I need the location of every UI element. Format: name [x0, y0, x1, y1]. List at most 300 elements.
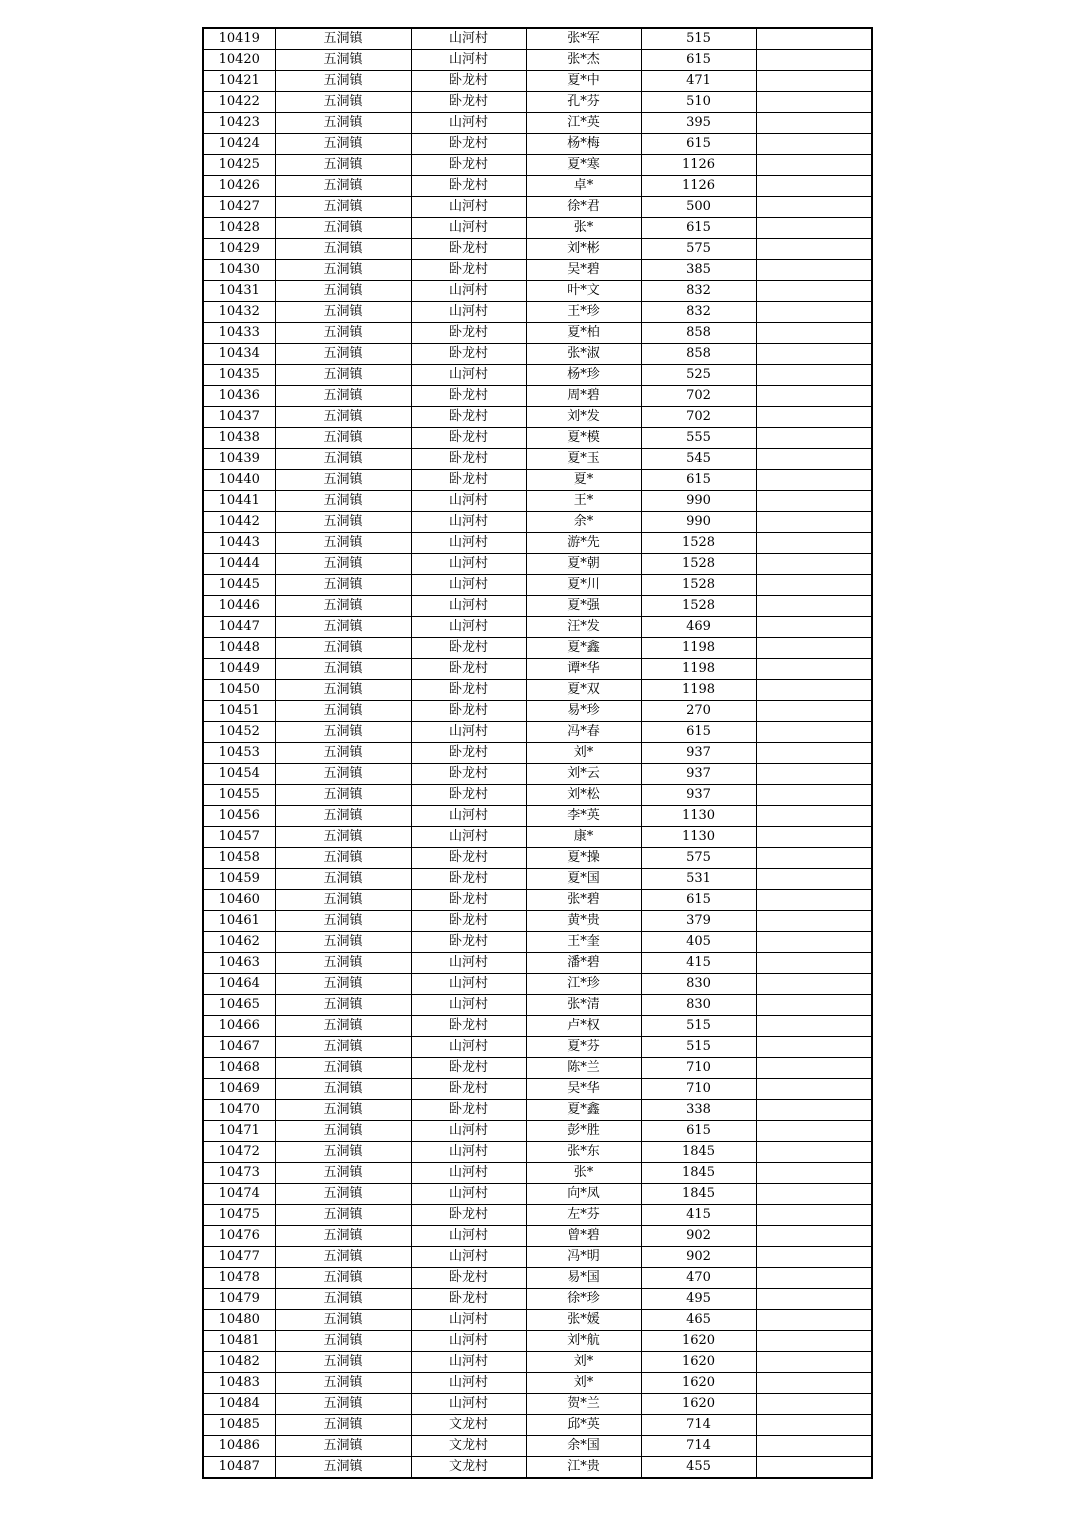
cell-note — [756, 890, 872, 911]
cell-note — [756, 680, 872, 701]
cell-id: 10475 — [203, 1205, 275, 1226]
cell-note — [756, 1016, 872, 1037]
table-row — [203, 407, 872, 428]
cell-village: 山河村 — [411, 575, 526, 596]
table-row — [203, 1079, 872, 1100]
cell-town: 五洞镇 — [275, 1163, 411, 1184]
cell-amount: 1620 — [641, 1331, 756, 1352]
cell-name: 易*珍 — [526, 701, 641, 722]
cell-village: 山河村 — [411, 113, 526, 134]
cell-village: 卧龙村 — [411, 1100, 526, 1121]
cell-town: 五洞镇 — [275, 1142, 411, 1163]
cell-village: 山河村 — [411, 1142, 526, 1163]
cell-town: 五洞镇 — [275, 281, 411, 302]
cell-village: 山河村 — [411, 722, 526, 743]
cell-village: 卧龙村 — [411, 743, 526, 764]
cell-town: 五洞镇 — [275, 1289, 411, 1310]
cell-amount: 937 — [641, 785, 756, 806]
cell-village: 山河村 — [411, 197, 526, 218]
cell-village: 山河村 — [411, 1331, 526, 1352]
cell-name: 徐*君 — [526, 197, 641, 218]
cell-amount: 1620 — [641, 1352, 756, 1373]
cell-note — [756, 806, 872, 827]
cell-note — [756, 491, 872, 512]
cell-amount: 702 — [641, 386, 756, 407]
cell-town: 五洞镇 — [275, 1415, 411, 1436]
cell-town: 五洞镇 — [275, 1058, 411, 1079]
cell-note — [756, 1142, 872, 1163]
cell-town: 五洞镇 — [275, 575, 411, 596]
table-row — [203, 1331, 872, 1352]
cell-town: 五洞镇 — [275, 1247, 411, 1268]
cell-id: 10429 — [203, 239, 275, 260]
cell-id: 10468 — [203, 1058, 275, 1079]
cell-name: 张* — [526, 1163, 641, 1184]
table-row — [203, 1247, 872, 1268]
cell-amount: 545 — [641, 449, 756, 470]
cell-amount: 710 — [641, 1079, 756, 1100]
cell-town: 五洞镇 — [275, 617, 411, 638]
cell-town: 五洞镇 — [275, 911, 411, 932]
table-row — [203, 344, 872, 365]
cell-amount: 1528 — [641, 596, 756, 617]
table-row — [203, 323, 872, 344]
cell-village: 卧龙村 — [411, 680, 526, 701]
cell-note — [756, 1331, 872, 1352]
cell-name: 张*清 — [526, 995, 641, 1016]
cell-amount: 555 — [641, 428, 756, 449]
cell-village: 山河村 — [411, 512, 526, 533]
cell-id: 10486 — [203, 1436, 275, 1457]
cell-village: 山河村 — [411, 995, 526, 1016]
cell-amount: 902 — [641, 1226, 756, 1247]
cell-village: 卧龙村 — [411, 155, 526, 176]
cell-id: 10423 — [203, 113, 275, 134]
cell-town: 五洞镇 — [275, 722, 411, 743]
cell-name: 夏*鑫 — [526, 1100, 641, 1121]
cell-town: 五洞镇 — [275, 92, 411, 113]
cell-note — [756, 1289, 872, 1310]
cell-village: 卧龙村 — [411, 659, 526, 680]
cell-town: 五洞镇 — [275, 701, 411, 722]
cell-amount: 510 — [641, 92, 756, 113]
cell-village: 山河村 — [411, 1352, 526, 1373]
cell-name: 陈*兰 — [526, 1058, 641, 1079]
cell-town: 五洞镇 — [275, 491, 411, 512]
cell-town: 五洞镇 — [275, 302, 411, 323]
cell-town: 五洞镇 — [275, 1352, 411, 1373]
cell-id: 10427 — [203, 197, 275, 218]
cell-id: 10419 — [203, 28, 275, 50]
cell-town: 五洞镇 — [275, 1037, 411, 1058]
cell-id: 10480 — [203, 1310, 275, 1331]
cell-village: 山河村 — [411, 1310, 526, 1331]
cell-amount: 1126 — [641, 176, 756, 197]
cell-amount: 415 — [641, 1205, 756, 1226]
cell-village: 山河村 — [411, 1226, 526, 1247]
cell-note — [756, 407, 872, 428]
cell-town: 五洞镇 — [275, 806, 411, 827]
cell-name: 卓* — [526, 176, 641, 197]
cell-village: 山河村 — [411, 1247, 526, 1268]
cell-id: 10473 — [203, 1163, 275, 1184]
cell-village: 卧龙村 — [411, 71, 526, 92]
cell-note — [756, 92, 872, 113]
table-row — [203, 50, 872, 71]
cell-town: 五洞镇 — [275, 638, 411, 659]
cell-name: 刘* — [526, 1373, 641, 1394]
cell-note — [756, 281, 872, 302]
cell-name: 夏*寒 — [526, 155, 641, 176]
cell-name: 邱*英 — [526, 1415, 641, 1436]
cell-name: 徐*珍 — [526, 1289, 641, 1310]
cell-name: 夏*川 — [526, 575, 641, 596]
cell-village: 卧龙村 — [411, 449, 526, 470]
cell-name: 张*杰 — [526, 50, 641, 71]
cell-amount: 615 — [641, 218, 756, 239]
cell-note — [756, 1226, 872, 1247]
cell-amount: 832 — [641, 302, 756, 323]
cell-id: 10435 — [203, 365, 275, 386]
table-row — [203, 1415, 872, 1436]
cell-town: 五洞镇 — [275, 134, 411, 155]
cell-village: 卧龙村 — [411, 344, 526, 365]
cell-village: 山河村 — [411, 491, 526, 512]
table-row — [203, 953, 872, 974]
cell-village: 山河村 — [411, 596, 526, 617]
table-row — [203, 260, 872, 281]
table-row — [203, 1163, 872, 1184]
cell-amount: 575 — [641, 239, 756, 260]
cell-amount: 1130 — [641, 827, 756, 848]
cell-amount: 615 — [641, 1121, 756, 1142]
table-row — [203, 176, 872, 197]
cell-name: 夏*柏 — [526, 323, 641, 344]
cell-town: 五洞镇 — [275, 659, 411, 680]
cell-note — [756, 1457, 872, 1479]
cell-name: 余* — [526, 512, 641, 533]
cell-amount: 1126 — [641, 155, 756, 176]
cell-note — [756, 953, 872, 974]
cell-village: 卧龙村 — [411, 1016, 526, 1037]
cell-village: 山河村 — [411, 554, 526, 575]
cell-amount: 455 — [641, 1457, 756, 1479]
cell-town: 五洞镇 — [275, 1436, 411, 1457]
cell-id: 10428 — [203, 218, 275, 239]
cell-amount: 515 — [641, 1037, 756, 1058]
cell-note — [756, 533, 872, 554]
cell-name: 夏*朝 — [526, 554, 641, 575]
cell-amount: 1198 — [641, 680, 756, 701]
cell-note — [756, 701, 872, 722]
cell-name: 谭*华 — [526, 659, 641, 680]
cell-note — [756, 869, 872, 890]
cell-id: 10426 — [203, 176, 275, 197]
table-row — [203, 365, 872, 386]
cell-village: 卧龙村 — [411, 1058, 526, 1079]
cell-id: 10471 — [203, 1121, 275, 1142]
cell-name: 江*珍 — [526, 974, 641, 995]
cell-id: 10449 — [203, 659, 275, 680]
cell-id: 10444 — [203, 554, 275, 575]
cell-note — [756, 302, 872, 323]
cell-village: 山河村 — [411, 827, 526, 848]
cell-amount: 471 — [641, 71, 756, 92]
cell-town: 五洞镇 — [275, 932, 411, 953]
cell-village: 卧龙村 — [411, 176, 526, 197]
table-row — [203, 680, 872, 701]
table-row — [203, 617, 872, 638]
cell-amount: 500 — [641, 197, 756, 218]
cell-town: 五洞镇 — [275, 113, 411, 134]
cell-note — [756, 575, 872, 596]
cell-name: 余*国 — [526, 1436, 641, 1457]
cell-note — [756, 743, 872, 764]
cell-note — [756, 911, 872, 932]
cell-amount: 858 — [641, 344, 756, 365]
cell-name: 冯*明 — [526, 1247, 641, 1268]
table-row — [203, 281, 872, 302]
cell-town: 五洞镇 — [275, 554, 411, 575]
cell-id: 10472 — [203, 1142, 275, 1163]
cell-village: 山河村 — [411, 974, 526, 995]
cell-town: 五洞镇 — [275, 449, 411, 470]
table-row — [203, 1037, 872, 1058]
table-row — [203, 1142, 872, 1163]
table-row — [203, 428, 872, 449]
cell-town: 五洞镇 — [275, 176, 411, 197]
cell-id: 10430 — [203, 260, 275, 281]
cell-note — [756, 239, 872, 260]
cell-town: 五洞镇 — [275, 953, 411, 974]
cell-amount: 1198 — [641, 638, 756, 659]
cell-amount: 858 — [641, 323, 756, 344]
cell-id: 10466 — [203, 1016, 275, 1037]
cell-name: 江*贵 — [526, 1457, 641, 1479]
cell-note — [756, 1121, 872, 1142]
cell-id: 10476 — [203, 1226, 275, 1247]
table-row — [203, 1121, 872, 1142]
cell-amount: 385 — [641, 260, 756, 281]
table-row — [203, 701, 872, 722]
cell-village: 卧龙村 — [411, 1268, 526, 1289]
cell-note — [756, 1268, 872, 1289]
cell-amount: 710 — [641, 1058, 756, 1079]
cell-village: 卧龙村 — [411, 407, 526, 428]
cell-id: 10465 — [203, 995, 275, 1016]
table-row — [203, 659, 872, 680]
cell-amount: 405 — [641, 932, 756, 953]
cell-village: 山河村 — [411, 533, 526, 554]
table-row — [203, 491, 872, 512]
cell-town: 五洞镇 — [275, 1205, 411, 1226]
cell-note — [756, 932, 872, 953]
cell-village: 卧龙村 — [411, 1289, 526, 1310]
cell-town: 五洞镇 — [275, 260, 411, 281]
cell-name: 向*凤 — [526, 1184, 641, 1205]
cell-village: 卧龙村 — [411, 92, 526, 113]
cell-village: 卧龙村 — [411, 869, 526, 890]
cell-id: 10485 — [203, 1415, 275, 1436]
cell-village: 卧龙村 — [411, 260, 526, 281]
cell-amount: 525 — [641, 365, 756, 386]
cell-town: 五洞镇 — [275, 1100, 411, 1121]
cell-town: 五洞镇 — [275, 365, 411, 386]
cell-name: 刘*彬 — [526, 239, 641, 260]
table-row — [203, 302, 872, 323]
cell-village: 山河村 — [411, 365, 526, 386]
cell-id: 10434 — [203, 344, 275, 365]
cell-note — [756, 428, 872, 449]
cell-amount: 495 — [641, 1289, 756, 1310]
cell-name: 夏*中 — [526, 71, 641, 92]
table-row — [203, 1226, 872, 1247]
table-row — [203, 512, 872, 533]
cell-id: 10483 — [203, 1373, 275, 1394]
cell-village: 山河村 — [411, 1373, 526, 1394]
cell-amount: 990 — [641, 491, 756, 512]
cell-id: 10437 — [203, 407, 275, 428]
cell-amount: 615 — [641, 134, 756, 155]
cell-town: 五洞镇 — [275, 239, 411, 260]
cell-village: 山河村 — [411, 28, 526, 50]
cell-name: 夏*模 — [526, 428, 641, 449]
cell-note — [756, 155, 872, 176]
cell-note — [756, 28, 872, 50]
cell-village: 卧龙村 — [411, 239, 526, 260]
cell-amount: 1845 — [641, 1142, 756, 1163]
cell-amount: 937 — [641, 743, 756, 764]
cell-note — [756, 638, 872, 659]
cell-town: 五洞镇 — [275, 1394, 411, 1415]
cell-village: 卧龙村 — [411, 428, 526, 449]
table-row — [203, 575, 872, 596]
cell-id: 10446 — [203, 596, 275, 617]
data-table — [202, 27, 873, 1479]
cell-village: 山河村 — [411, 281, 526, 302]
cell-name: 夏*双 — [526, 680, 641, 701]
cell-town: 五洞镇 — [275, 407, 411, 428]
cell-name: 黄*贵 — [526, 911, 641, 932]
cell-note — [756, 785, 872, 806]
cell-name: 夏*操 — [526, 848, 641, 869]
cell-note — [756, 113, 872, 134]
cell-name: 易*国 — [526, 1268, 641, 1289]
cell-id: 10440 — [203, 470, 275, 491]
cell-id: 10464 — [203, 974, 275, 995]
table-row — [203, 638, 872, 659]
table-row — [203, 386, 872, 407]
table-row — [203, 1016, 872, 1037]
cell-id: 10432 — [203, 302, 275, 323]
table-row — [203, 1457, 872, 1479]
cell-town: 五洞镇 — [275, 1121, 411, 1142]
cell-id: 10481 — [203, 1331, 275, 1352]
table-row — [203, 554, 872, 575]
cell-town: 五洞镇 — [275, 1226, 411, 1247]
cell-id: 10425 — [203, 155, 275, 176]
table-row — [203, 1310, 872, 1331]
cell-id: 10450 — [203, 680, 275, 701]
cell-note — [756, 260, 872, 281]
table-row — [203, 1058, 872, 1079]
cell-note — [756, 1163, 872, 1184]
cell-town: 五洞镇 — [275, 428, 411, 449]
cell-amount: 702 — [641, 407, 756, 428]
cell-town: 五洞镇 — [275, 50, 411, 71]
cell-amount: 1845 — [641, 1163, 756, 1184]
cell-id: 10436 — [203, 386, 275, 407]
cell-name: 王*奎 — [526, 932, 641, 953]
cell-name: 刘*松 — [526, 785, 641, 806]
cell-village: 山河村 — [411, 806, 526, 827]
table-row — [203, 28, 872, 50]
cell-id: 10474 — [203, 1184, 275, 1205]
cell-amount: 615 — [641, 722, 756, 743]
cell-amount: 830 — [641, 995, 756, 1016]
cell-name: 潘*碧 — [526, 953, 641, 974]
cell-town: 五洞镇 — [275, 155, 411, 176]
cell-note — [756, 1394, 872, 1415]
table-row — [203, 890, 872, 911]
cell-village: 卧龙村 — [411, 764, 526, 785]
table-row — [203, 743, 872, 764]
cell-village: 山河村 — [411, 617, 526, 638]
table-row — [203, 1184, 872, 1205]
cell-town: 五洞镇 — [275, 869, 411, 890]
table-row — [203, 848, 872, 869]
cell-village: 卧龙村 — [411, 932, 526, 953]
cell-name: 张*碧 — [526, 890, 641, 911]
cell-note — [756, 323, 872, 344]
cell-id: 10422 — [203, 92, 275, 113]
cell-town: 五洞镇 — [275, 28, 411, 50]
cell-village: 卧龙村 — [411, 386, 526, 407]
cell-village: 卧龙村 — [411, 323, 526, 344]
cell-amount: 830 — [641, 974, 756, 995]
cell-id: 10420 — [203, 50, 275, 71]
cell-note — [756, 386, 872, 407]
cell-id: 10442 — [203, 512, 275, 533]
cell-note — [756, 197, 872, 218]
cell-id: 10431 — [203, 281, 275, 302]
cell-amount: 1528 — [641, 575, 756, 596]
cell-village: 山河村 — [411, 1121, 526, 1142]
cell-town: 五洞镇 — [275, 764, 411, 785]
cell-town: 五洞镇 — [275, 1079, 411, 1100]
cell-town: 五洞镇 — [275, 848, 411, 869]
cell-amount: 1620 — [641, 1394, 756, 1415]
cell-amount: 575 — [641, 848, 756, 869]
cell-id: 10458 — [203, 848, 275, 869]
cell-village: 卧龙村 — [411, 1205, 526, 1226]
table-row — [203, 1100, 872, 1121]
cell-town: 五洞镇 — [275, 680, 411, 701]
cell-village: 山河村 — [411, 953, 526, 974]
cell-id: 10455 — [203, 785, 275, 806]
cell-note — [756, 554, 872, 575]
table-row — [203, 911, 872, 932]
cell-note — [756, 1436, 872, 1457]
cell-name: 左*芬 — [526, 1205, 641, 1226]
cell-name: 卢*权 — [526, 1016, 641, 1037]
cell-name: 贺*兰 — [526, 1394, 641, 1415]
table-row — [203, 596, 872, 617]
table-row — [203, 1394, 872, 1415]
cell-id: 10447 — [203, 617, 275, 638]
cell-amount: 832 — [641, 281, 756, 302]
table-row — [203, 134, 872, 155]
